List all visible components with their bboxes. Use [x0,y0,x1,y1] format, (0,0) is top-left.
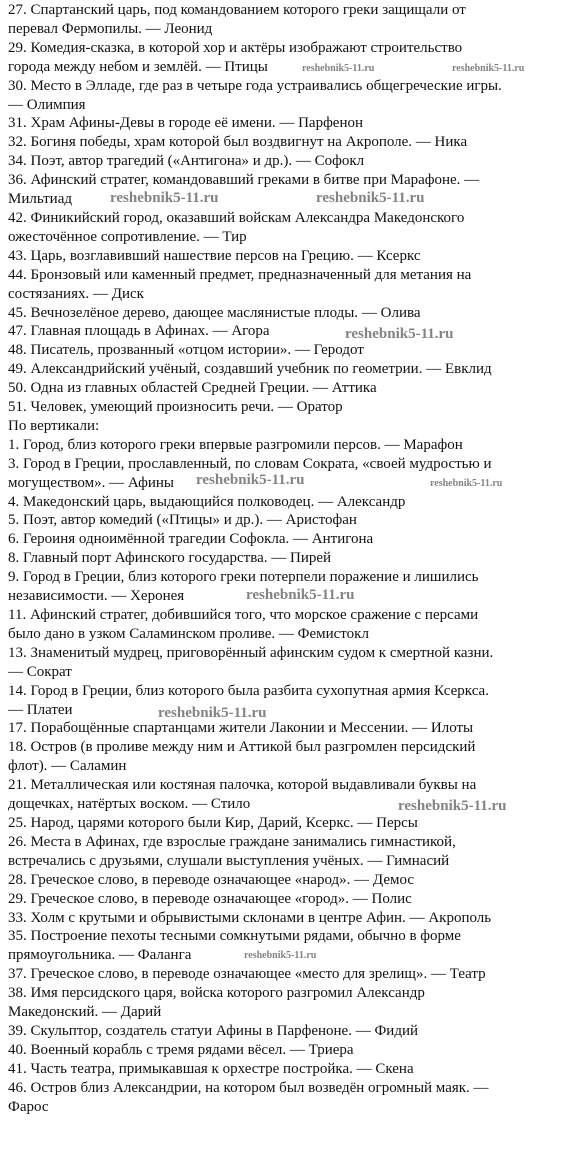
text-line: 35. Построение пехоты тесными сомкнутыми рядами, обычно в форме [8,928,461,945]
text-line: 17. Порабощённые спартанцами жители Лаконии и Мессении. — Илоты [8,720,474,737]
text-line: 3. Город в Греции, прославленный, по словам Сократа, «своей мудростью и [8,455,492,472]
watermark: reshebnik5-11.ru [430,478,503,489]
text-line: По вертикали: [8,417,100,434]
text-line: 13. Знаменитый мудрец, приговорённый афинским судом к смертной казни. [8,644,494,661]
watermark: reshebnik5-11.ru [244,950,317,961]
text-line: — Платеи [8,701,73,718]
watermark: reshebnik5-11.ru [398,798,507,814]
text-line: 51. Человек, умеющий произносить речи. — Оратор [8,399,343,416]
watermark: reshebnik5-11.ru [196,472,305,488]
text-line: Македонский. — Дарий [8,1004,162,1021]
text-line: 5. Поэт, автор комедий («Птицы» и др.). — Аристофан [8,512,357,529]
text-line: независимости. — Херонея [8,588,185,605]
text-line: состязаниях. — Диск [8,285,144,302]
text-line: Мильтиад [8,191,72,208]
text-line: 29. Греческое слово, в переводе означающее «город». — Полис [8,890,412,907]
text-line: ожесточённое сопротивление. — Тир [8,228,247,245]
text-line: 6. Героиня одноимённой трагедии Софокла. — Антигона [8,531,374,548]
text-line: 47. Главная площадь в Афинах. — Агора [8,323,270,340]
text-line: 11. Афинский стратег, добившийся того, что морское сражение с персами [8,607,479,623]
text-line: 27. Спартанский царь, под командованием которого греки защищали от [8,2,466,18]
text-line: перевал Фермопилы. — Леонид [8,20,213,37]
watermark: reshebnik5-11.ru [246,587,355,603]
text-line: 44. Бронзовый или каменный предмет, предназначенный для метания на [8,266,472,283]
text-line: 42. Финикийский город, оказавший войскам Александра Македонского [8,209,465,226]
text-line: 45. Вечнозелёное дерево, дающее маслянистые плоды. — Олива [8,304,421,321]
text-line: 8. Главный порт Афинского государства. — Пирей [8,550,332,567]
text-line: 38. Имя персидского царя, войска которого разгромил Александр [8,985,425,1002]
text-line: 14. Город в Греции, близ которого была разбита сухопутная армия Ксеркса. [8,682,489,699]
text-line: города между небом и землёй. — Птицы [8,58,268,75]
text-line: Фарос [8,1098,49,1115]
text-line: 37. Греческое слово, в переводе означающее «место для зрелищ». — Театр [8,966,486,983]
watermark: reshebnik5-11.ru [158,705,267,721]
text-line: 43. Царь, возглавивший нашествие персов на Грецию. — Ксеркс [8,247,421,264]
text-line: 34. Поэт, автор трагедий («Антигона» и др.). — Софокл [8,153,365,170]
text-line: 49. Александрийский учёный, создавший учебник по геометрии. — Евклид [8,361,492,378]
text-line: встречались с друзьями, слушали выступления учёных. — Гимнасий [8,852,450,869]
text-line: флот). — Саламин [8,758,127,775]
text-line: — Сократ [8,663,72,680]
text-line: 40. Военный корабль с тремя рядами вёсел. — Триера [8,1041,354,1058]
watermark: reshebnik5-11.ru [452,63,525,74]
text-line: 26. Места в Афинах, где взрослые граждане занимались гимнастикой, [8,833,456,850]
text-line: 41. Часть театра, примыкавшая к орхестре постройка. — Скена [8,1060,414,1077]
text-line: 29. Комедия-сказка, в которой хор и актёры изображают строительство [8,39,463,56]
text-line: 1. Город, близ которого греки впервые разгромили персов. — Марафон [8,436,463,453]
watermark: reshebnik5-11.ru [345,326,454,342]
text-line: — Олимпия [8,96,86,113]
text-line: 25. Народ, царями которого были Кир, Дарий, Ксеркс. — Персы [8,814,418,831]
watermark: reshebnik5-11.ru [316,190,425,206]
text-line: прямоугольника. — Фаланга [8,947,192,964]
text-line: 18. Остров (в проливе между ним и Аттикой был разгромлен персидский [8,739,476,756]
text-line: 21. Металлическая или костяная палочка, которой выдавливали буквы на [8,777,477,794]
text-line: 33. Холм с крутыми и обрывистыми склонами в центре Афин. — Акрополь [8,909,492,926]
text-line: могуществом». — Афины [8,474,174,491]
text-line: было дано в узком Саламинском проливе. — Фемистокл [8,625,369,642]
text-line: 31. Храм Афины-Девы в городе её имени. — Парфенон [8,115,364,132]
text-line: дощечках, натёртых воском. — Стило [8,796,251,813]
text-line: 28. Греческое слово, в переводе означающее «народ». — Демос [8,871,415,888]
text-line: 4. Македонский царь, выдающийся полководец. — Александр [8,493,406,510]
watermark: reshebnik5-11.ru [302,63,375,74]
text-line: 48. Писатель, прозванный «отцом истории». — Геродот [8,342,364,359]
text-line: 39. Скульптор, создатель статуи Афины в Парфеноне. — Фидий [8,1022,419,1039]
text-line: 30. Место в Элладе, где раз в четыре года устраивались общегреческие игры. [8,77,502,94]
text-line: 32. Богиня победы, храм которой был воздвигнут на Акрополе. — Ника [8,134,468,151]
text-line: 50. Одна из главных областей Средней Греции. — Аттика [8,380,377,397]
text-line: 46. Остров близ Александрии, на котором был возведён огромный маяк. — [8,1079,489,1096]
text-line: 36. Афинский стратег, командовавший греками в битве при Марафоне. — [8,172,480,189]
watermark: reshebnik5-11.ru [110,190,219,206]
text-line: 9. Город в Греции, близ которого греки потерпели поражение и лишились [8,569,479,586]
